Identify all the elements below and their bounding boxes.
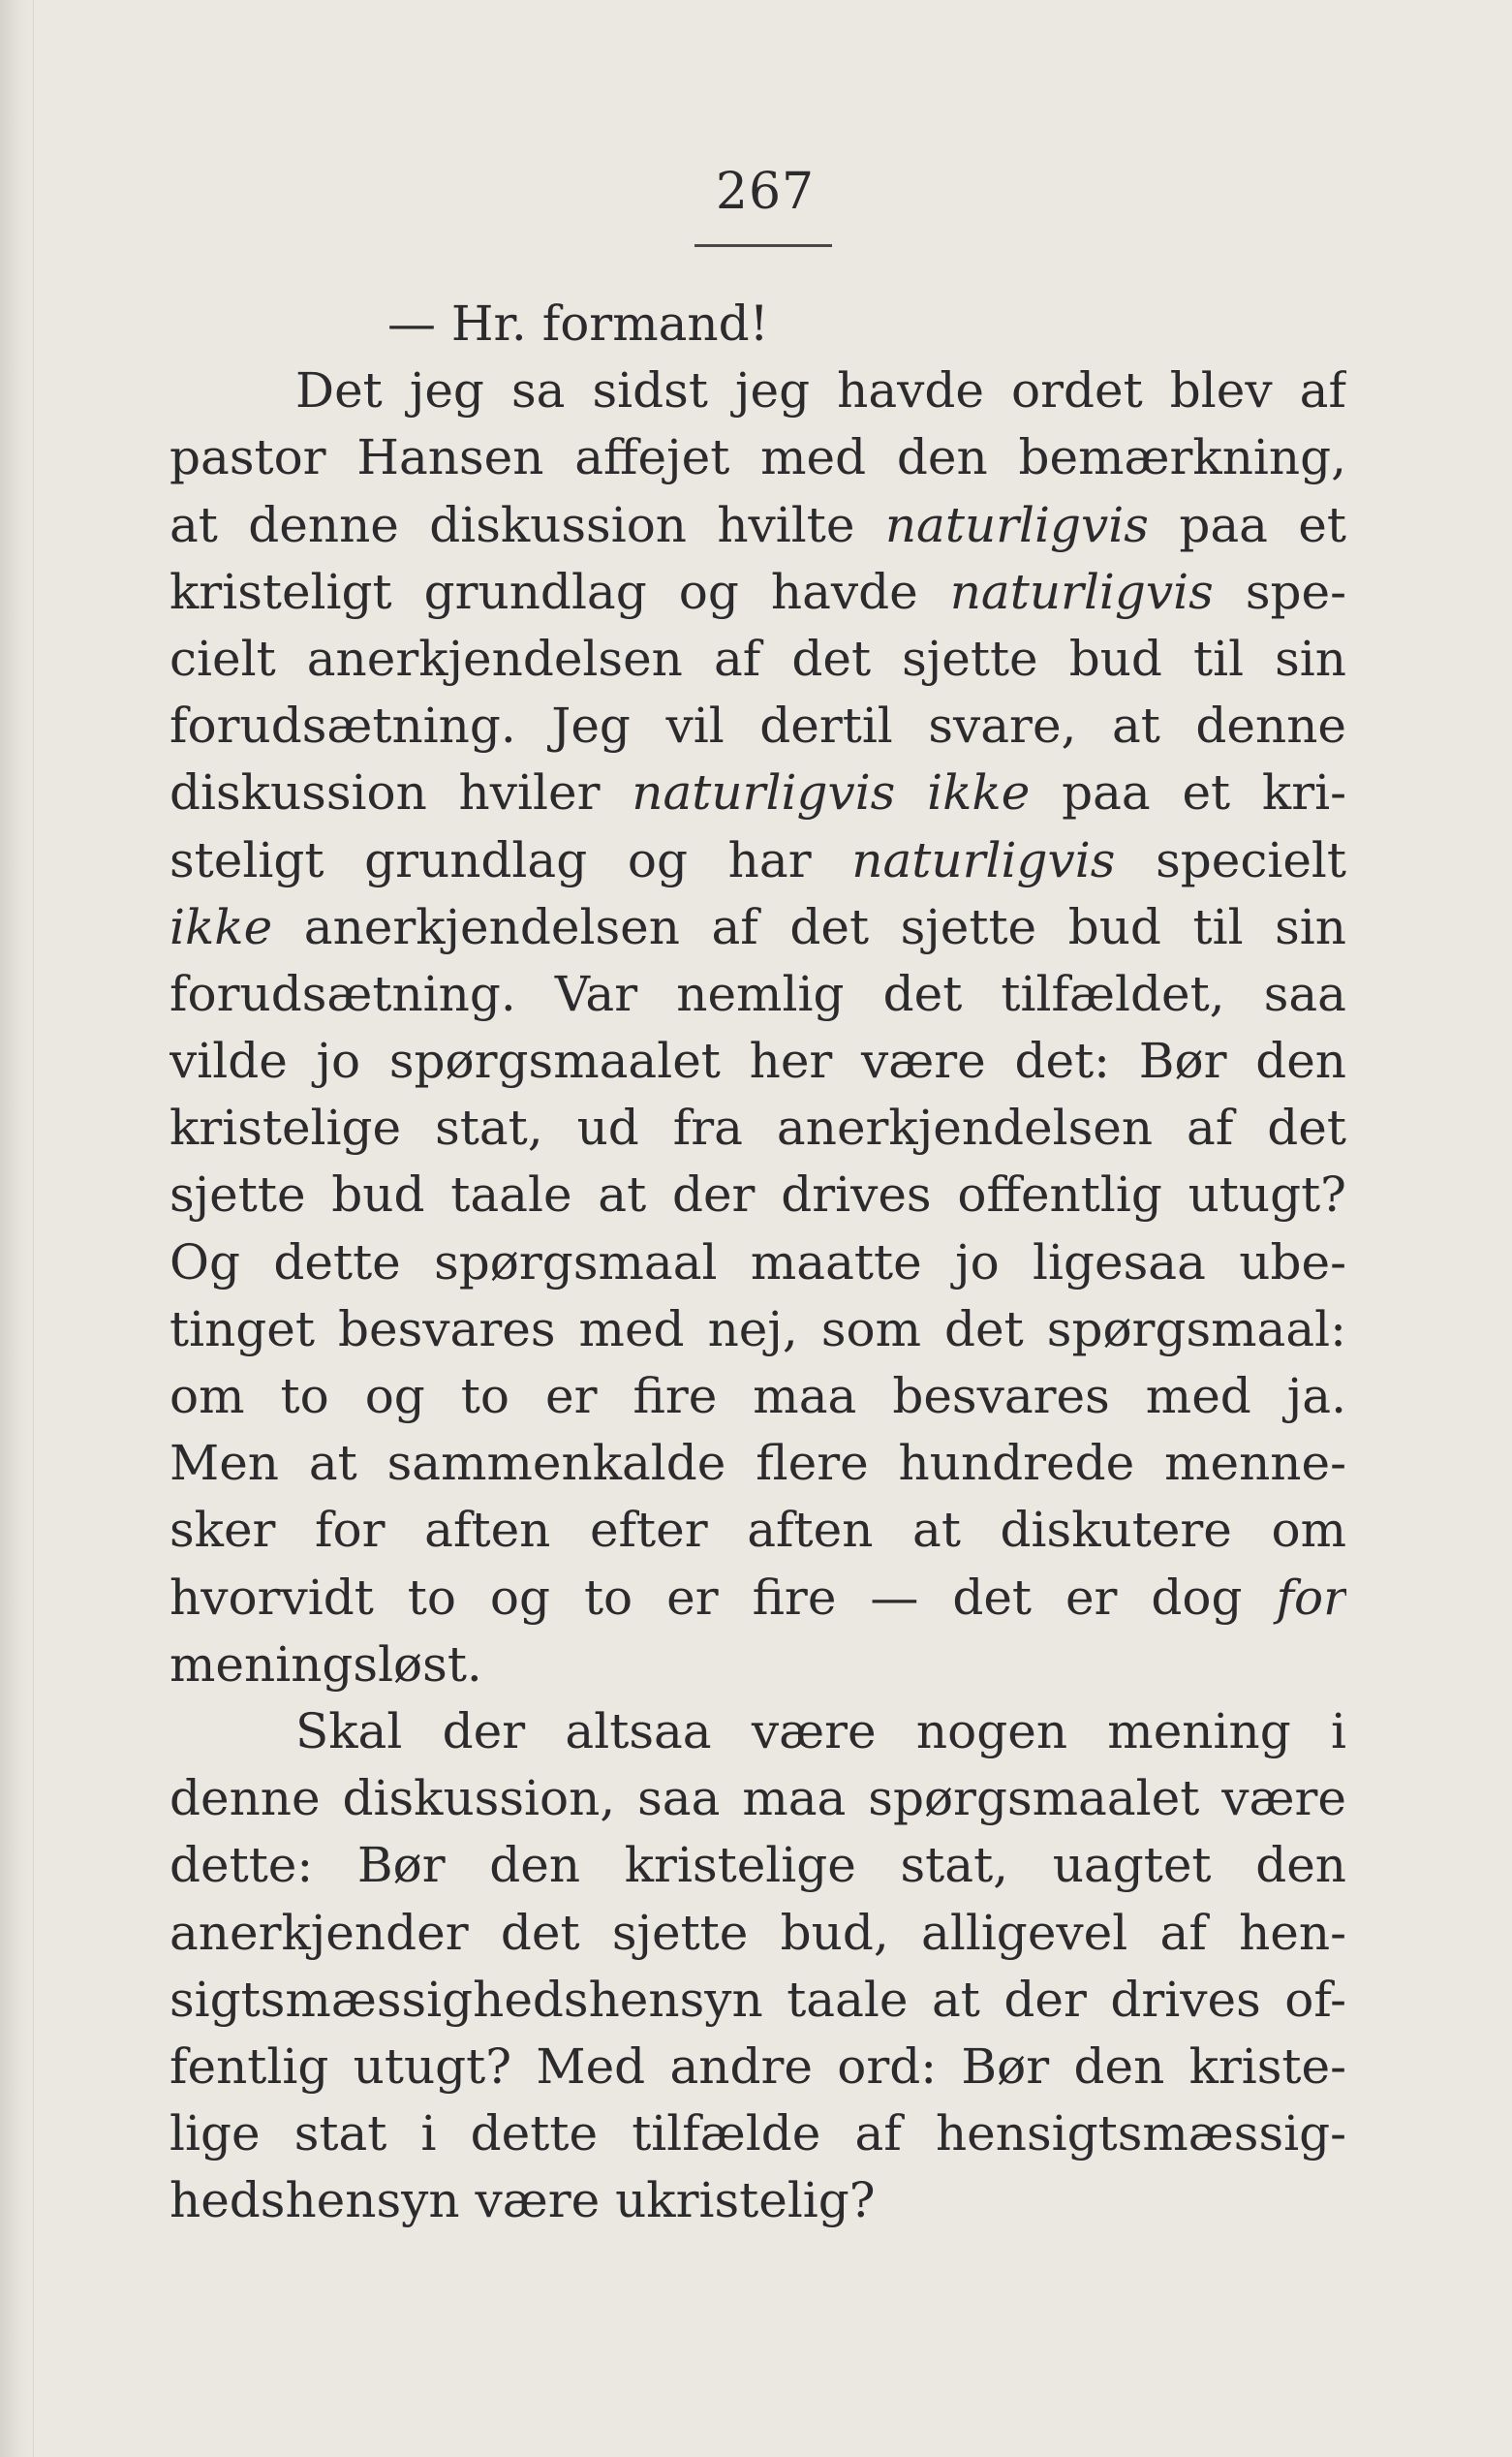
text-segment: vilde jo spørgsmaalet her være det: Bør den xyxy=(170,1033,1346,1090)
text-line xyxy=(170,2167,1346,2234)
text-segment: Det jeg sa sidst jeg havde ordet blev af xyxy=(295,362,1346,420)
text-segment: kristelige stat, ud fra anerkjendelsen af det xyxy=(170,1100,1346,1157)
text-line xyxy=(170,1698,1346,1765)
text-segment: sker for aften efter aften at diskutere om xyxy=(170,1502,1346,1559)
text-segment: Men at sammenkalde flere hundrede menne- xyxy=(170,1435,1346,1492)
text-line xyxy=(170,827,1346,894)
book-spine-edge xyxy=(0,0,34,2457)
text-line xyxy=(170,1430,1346,1497)
text-segment: meningsløst. xyxy=(170,1635,482,1693)
text-segment: anerkjender det sjette bud, alligevel af hen- xyxy=(170,1904,1346,1961)
text-line xyxy=(170,693,1346,760)
text-segment: sigtsmæssighedshensyn taale at der drives of- xyxy=(170,1971,1346,2028)
text-segment: specielt xyxy=(1115,831,1346,888)
text-line xyxy=(170,1028,1346,1095)
text-segment: hvorvidt to og to er fire — det er dog xyxy=(170,1569,1277,1626)
text-line xyxy=(170,961,1346,1028)
body-text xyxy=(170,291,1346,2234)
text-line xyxy=(170,2100,1346,2167)
text-line xyxy=(170,626,1346,693)
text-segment: forudsætning. Var nemlig det tilfældet, saa xyxy=(170,965,1346,1022)
text-segment: at denne diskussion hvilte xyxy=(170,496,885,553)
text-line xyxy=(170,1363,1346,1430)
text-segment: tinget besvares med nej, som det spørgsmaal: xyxy=(170,1300,1346,1357)
text-segment: paa et xyxy=(1148,496,1346,553)
text-line xyxy=(170,760,1346,826)
text-segment: om to og to er fire maa besvares med ja. xyxy=(170,1368,1346,1424)
text-line xyxy=(170,1497,1346,1564)
text-line xyxy=(170,559,1346,626)
text-line xyxy=(170,1095,1346,1162)
text-segment: sjette bud taale at der drives offentlig utugt? xyxy=(170,1166,1346,1224)
text-segment: denne diskussion, saa maa spørgsmaalet være xyxy=(170,1770,1346,1827)
text-segment: Og dette spørgsmaal maatte jo ligesaa ube- xyxy=(170,1233,1346,1291)
text-segment: diskussion hviler xyxy=(170,764,633,822)
text-line xyxy=(170,894,1346,961)
text-line xyxy=(170,1565,1346,1632)
text-line xyxy=(170,1967,1346,2034)
italic-word: naturligvis xyxy=(884,496,1149,553)
italic-word: naturligvis xyxy=(851,831,1116,888)
text-segment: hedshensyn være ukristelig? xyxy=(170,2172,876,2229)
text-line xyxy=(170,492,1346,559)
text-segment: anerkjendelsen af det sjette bud til sin xyxy=(272,898,1346,955)
italic-word: naturligvis ikke xyxy=(632,764,1031,822)
text-line xyxy=(170,1296,1346,1363)
text-segment: forudsætning. Jeg vil dertil svare, at denne xyxy=(170,698,1346,755)
text-line xyxy=(170,1162,1346,1228)
text-line xyxy=(170,2034,1346,2100)
text-line xyxy=(170,291,1346,358)
text-line xyxy=(170,1632,1346,1698)
italic-word: for xyxy=(1276,1569,1346,1626)
text-segment: — Hr. formand! xyxy=(387,295,769,352)
text-segment: fentlig utugt? Med andre ord: Bør den kriste- xyxy=(170,2037,1346,2095)
text-segment: kristeligt grundlag og havde xyxy=(170,563,950,620)
page-number-rule xyxy=(694,244,832,247)
italic-word: naturligvis xyxy=(949,563,1214,620)
text-segment: lige stat i dette tilfælde af hensigtsmæssig- xyxy=(170,2105,1346,2162)
text-segment: cielt anerkjendelsen af det sjette bud til sin xyxy=(170,630,1346,687)
text-segment: steligt grundlag og har xyxy=(170,831,852,888)
text-line xyxy=(170,1229,1346,1296)
text-segment: dette: Bør den kristelige stat, uagtet den xyxy=(170,1837,1346,1894)
text-segment: Skal der altsaa være nogen mening i xyxy=(295,1702,1346,1759)
text-segment: pastor Hansen affejet med den bemærkning, xyxy=(170,429,1346,486)
text-line xyxy=(170,1765,1346,1832)
text-line xyxy=(170,358,1346,424)
text-line xyxy=(170,1832,1346,1899)
page-number: 267 xyxy=(715,163,816,221)
text-segment: paa et kri- xyxy=(1030,764,1346,822)
text-segment: spe- xyxy=(1213,563,1346,620)
italic-word: ikke xyxy=(170,898,273,955)
text-line xyxy=(170,424,1346,491)
text-line xyxy=(170,1900,1346,1967)
